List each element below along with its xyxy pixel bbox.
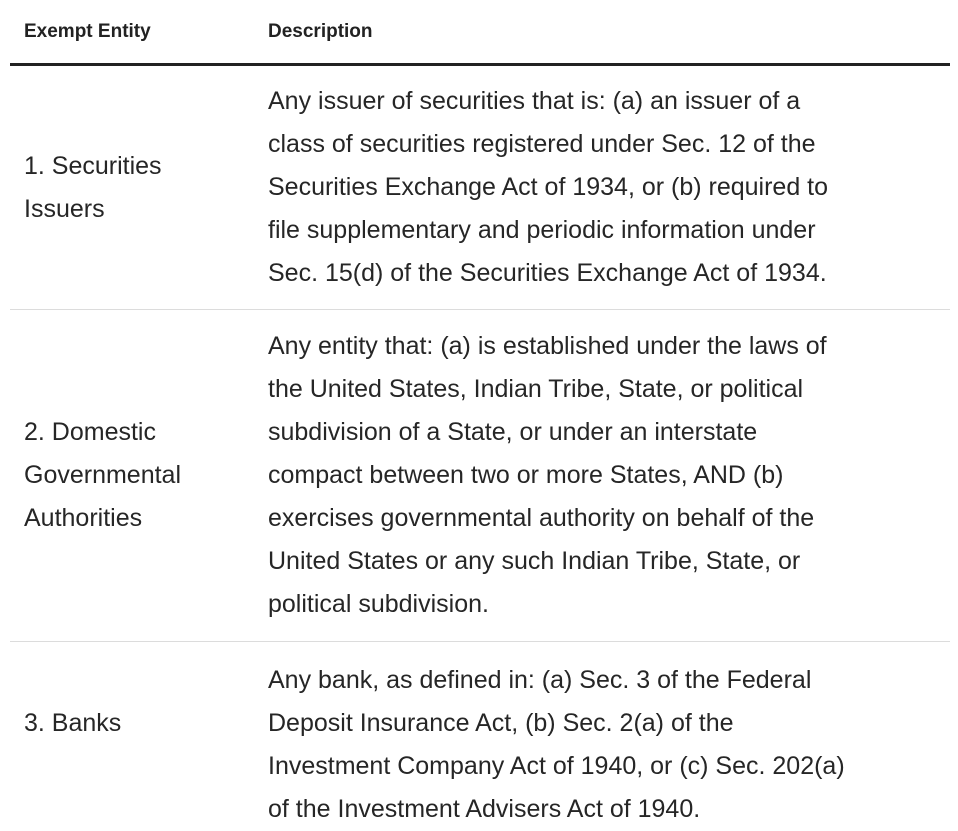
- entity-cell: 3. Banks: [24, 709, 122, 737]
- entity-cell: 1. Securities Issuers: [24, 151, 162, 223]
- exempt-entities-table: [10, 0, 950, 831]
- table-row: [10, 310, 950, 642]
- table-row: [10, 66, 950, 310]
- table-header: [10, 0, 950, 66]
- header-exempt-entity: Exempt Entity: [24, 20, 151, 42]
- table-row: [10, 642, 950, 831]
- description-cell: Any issuer of securities that is: (a) an issuer of a class of securities registered under Sec. 12 of the Securities Exchange Act of 1934, or (b) required to file supplementary and periodic information under Sec. 15(d) of the Securities Exchange Act of 1934.: [268, 87, 829, 287]
- header-description: Description: [268, 20, 373, 42]
- description-cell: Any bank, as defined in: (a) Sec. 3 of the Federal Deposit Insurance Act, (b) Sec. 2(a) of the Investment Company Act of 1940, or (c) Sec. 202(a) of the Investment Advisers Act of 1940.: [268, 666, 845, 823]
- description-cell: Any entity that: (a) is established under the laws of the United States, Indian Tribe, State, or political subdivision of a State, or under an interstate compact between two or more States, AND (b) exercises governmental authority on behalf of the United States or any such Indian Tribe, State, or political subdivision.: [268, 332, 827, 618]
- entity-cell: 2. Domestic Governmental Authorities: [24, 418, 182, 532]
